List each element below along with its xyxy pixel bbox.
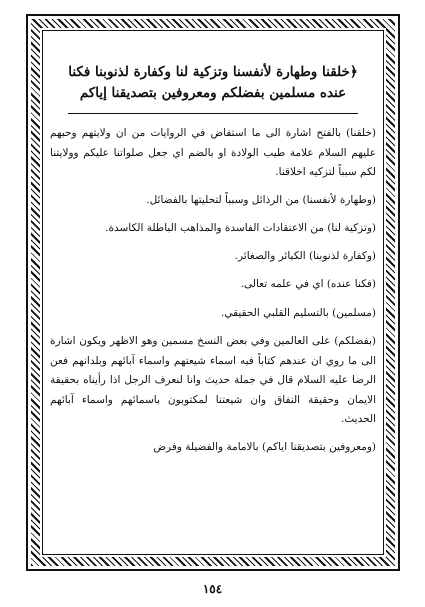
verse-heading [50, 62, 376, 104]
paragraph: (وتزكية لنا) من الاعتقادات الفاسدة والمذاهب الباطلة الكاسدة. [105, 222, 376, 234]
page-content [50, 40, 376, 550]
paragraph: (فكنا عنده) اي في علمه تعالى. [240, 278, 376, 290]
paragraph: (ومعروفين بتصديقنا اياكم) بالامامة والفضيلة وفرض [153, 440, 376, 453]
heading-divider [68, 113, 358, 114]
page-number: ١٥٤ [202, 582, 223, 596]
verse-line-2: عنده مسلمين بفضلكم ومعروفين بتصديقنا إياكم [79, 85, 347, 101]
paragraph: (بفضلكم) على العالمين وفي بعض النسخ مسمين وهو الاظهر ويكون اشارة الى ما روي ان عندهم كتاباً فيه اسماء شيعتهم واسماء آبائهم وبلدانهم فعن الرضا عليه السلام قال في جملة حديث وانا لنعرف الرجل اذا رأيناه بحقيقة الايمان وحقيقة النفاق وان شيعتنا لمكتوبون باسمائهم واسماء آبائهم الحديث. [50, 335, 376, 425]
paragraph: (وكفارة لذنوبنا) الكبائر والصغائر. [234, 249, 376, 262]
commentary-text [50, 124, 376, 457]
paragraph: (وطهارة لأنفسنا) من الرذائل وسبباً لتحليتها بالفضائل. [146, 193, 376, 206]
paragraph: (مسلمين) بالتسليم القلبي الحقيقي. [221, 306, 376, 319]
verse-line-1: ﴿خلقنا وطهارة لأنفسنا وتزكية لنا وكفارة لذنوبنا فكنا [68, 64, 358, 80]
paragraph: (خلقنا) بالفتح اشارة الى ما استفاض في الروايات من ان ولايتهم وحبهم عليهم السلام علامة طيب الولادة او بالضم اي جعل صلواتنا عليكم وولايتنا لكم سبباً لتزكيه اخلاقنا. [50, 127, 376, 178]
